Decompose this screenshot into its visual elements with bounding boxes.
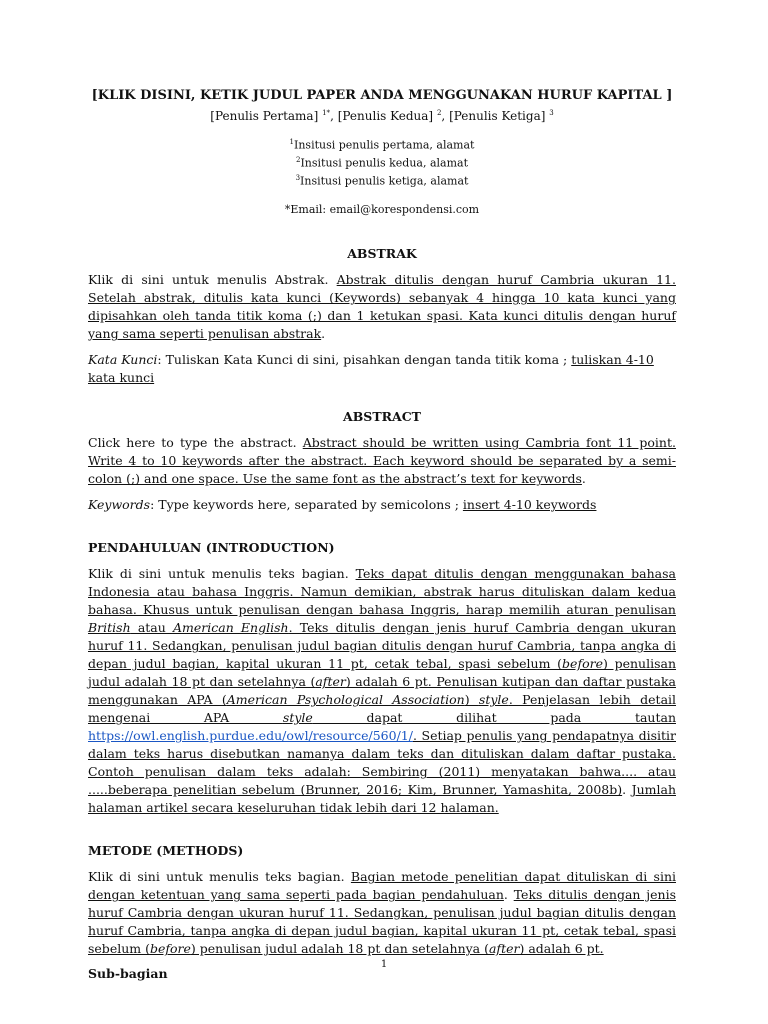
abstrak-paragraph[interactable] [88, 271, 676, 343]
kata-kunci-note: tuliskan 4-10 kata kunci [88, 352, 654, 386]
author-2-sup: 2 [436, 109, 442, 117]
introduction-heading: PENDAHULUAN (INTRODUCTION) [88, 540, 335, 556]
keywords-text: : Type keywords here, separated by semicolons ; [150, 497, 463, 513]
author-3-sup: 3 [549, 109, 554, 117]
kata-kunci-label: Kata Kunci [88, 352, 158, 368]
subsection-heading[interactable]: Sub-bagian [88, 966, 168, 982]
methods-guidance: Bagian metode penelitian dapat dituliskan di sini dengan ketentuan yang sama seperti pada bagian pendahuluan [88, 869, 676, 903]
intro-guidance-2: . Setiap penulis yang pendapatnya disitir dalam teks harus disebutkan namanya dalam teks dan dituliskan dalam daftar pustaka. Contoh penulisan dalam teks adalah: Sembiring (2011) menyatakan bahwa.... atau .....beberapa penelitian sebelum (Brunner, 2016; Kim, Brunner, Yamashita, 2008b) [88, 728, 676, 798]
abstract-paragraph[interactable] [88, 434, 676, 488]
methods-separator: . [503, 887, 514, 903]
affiliations [88, 135, 676, 189]
document-page [88, 88, 676, 981]
abstrak-lead: Klik di sini untuk menulis Abstrak. [88, 272, 337, 288]
paper-title[interactable]: [KLIK DISINI, KETIK JUDUL PAPER ANDA MENGGUNAKAN HURUF KAPITAL ] [91, 88, 673, 103]
abstract-end: . [581, 471, 586, 487]
author-3[interactable]: [Penulis Ketiga] [449, 109, 546, 123]
author-separator: , [441, 109, 450, 123]
affiliation-2[interactable] [88, 153, 676, 171]
affiliation-sup: 1 [289, 138, 294, 146]
intro-separator: . [622, 782, 632, 798]
abstrak-guidance: Abstrak ditulis dengan huruf Cambria ukuran 11. Setelah abstrak, ditulis kata kunci (Keywords) sebanyak 4 hingga 10 kata kunci yang dipisahkan oleh tanda titik koma (;) dan 1 ketukan spasi. Kata kunci ditulis dengan huruf yang sama seperti penulisan abstrak [88, 272, 676, 342]
author-1[interactable]: [Penulis Pertama] [210, 109, 319, 123]
intro-lead: Klik di sini untuk menulis teks bagian. [88, 566, 356, 582]
keywords-note: insert 4-10 keywords [462, 497, 597, 513]
author-2[interactable]: [Penulis Kedua] [337, 109, 434, 123]
author-1-sup: 1* [322, 109, 331, 117]
methods-heading: METODE (METHODS) [88, 843, 244, 859]
author-line [88, 109, 676, 123]
affiliation-1[interactable] [88, 135, 676, 153]
corresponding-email[interactable]: *Email: email@korespondensi.com [284, 203, 480, 217]
abstrak-heading: ABSTRAK [347, 246, 417, 262]
affiliation-text: Insitusi penulis kedua, alamat [300, 156, 469, 170]
abstract-heading: ABSTRACT [343, 409, 421, 425]
page-number: 1 [380, 959, 388, 970]
abstract-guidance: Abstract should be written using Cambria font 11 point. Write 4 to 10 keywords after the abstract. Each keyword should be separated by a semi-colon (;) and one space. Use the same font as the abstract’s text for keywords [88, 435, 676, 487]
kata-kunci-line[interactable] [88, 351, 676, 387]
intro-guidance: Teks dapat ditulis dengan menggunakan bahasa Indonesia atau bahasa Inggris. Namun demikian, abstrak harus dituliskan dalam kedua bahasa. Khusus untuk penulisan dengan bahasa Inggris, harap memilih aturan penulisan British atau American English. Teks ditulis dengan jenis huruf Cambria dengan ukuran huruf 11. Sedangkan, penulisan judul bagian ditulis dengan huruf Cambria, tanpa angka di depan judul bagian, kapital ukuran 11 pt, cetak tebal, spasi sebelum (before) penulisan judul adalah 18 pt dan setelahnya (after) adalah 6 pt. Penulisan kutipan dan daftar pustaka menggunakan APA (American Psychological Association) style. Penjelasan lebih detail mengenai APA style dapat dilihat pada tautan [88, 566, 677, 726]
affiliation-sup: 2 [295, 156, 301, 165]
affiliation-sup: 3 [295, 174, 301, 183]
introduction-paragraph[interactable] [88, 565, 676, 817]
affiliation-text: Insitusi penulis ketiga, alamat [300, 174, 469, 188]
kata-kunci-text: : Tuliskan Kata Kunci di sini, pisahkan dengan tanda titik koma ; [157, 352, 572, 368]
apa-reference-link[interactable]: https://owl.english.purdue.edu/owl/resource/560/1/ [88, 728, 413, 744]
affiliation-3[interactable] [88, 171, 676, 189]
affiliation-text: Insitusi penulis pertama, alamat [294, 138, 475, 152]
intro-page-limit: Jumlah halaman artikel secara keseluruhan tidak lebih dari 12 halaman. [88, 782, 676, 816]
methods-guidance-2: Teks ditulis dengan jenis huruf Cambria dengan ukuran huruf 11. Sedangkan, penulisan judul bagian ditulis dengan huruf Cambria, tanpa angka di depan judul bagian, kapital ukuran 11 pt, cetak tebal, spasi sebelum (before) penulisan judul adalah 18 pt dan setelahnya (after) adalah 6 pt. [88, 887, 676, 957]
abstrak-end: . [321, 326, 326, 342]
methods-paragraph[interactable] [88, 868, 676, 958]
keywords-line[interactable] [88, 496, 676, 514]
author-separator: , [330, 109, 338, 123]
abstract-lead: Click here to type the abstract. [88, 435, 303, 451]
methods-lead: Klik di sini untuk menulis teks bagian. [88, 869, 351, 885]
keywords-label: Keywords [88, 497, 151, 513]
